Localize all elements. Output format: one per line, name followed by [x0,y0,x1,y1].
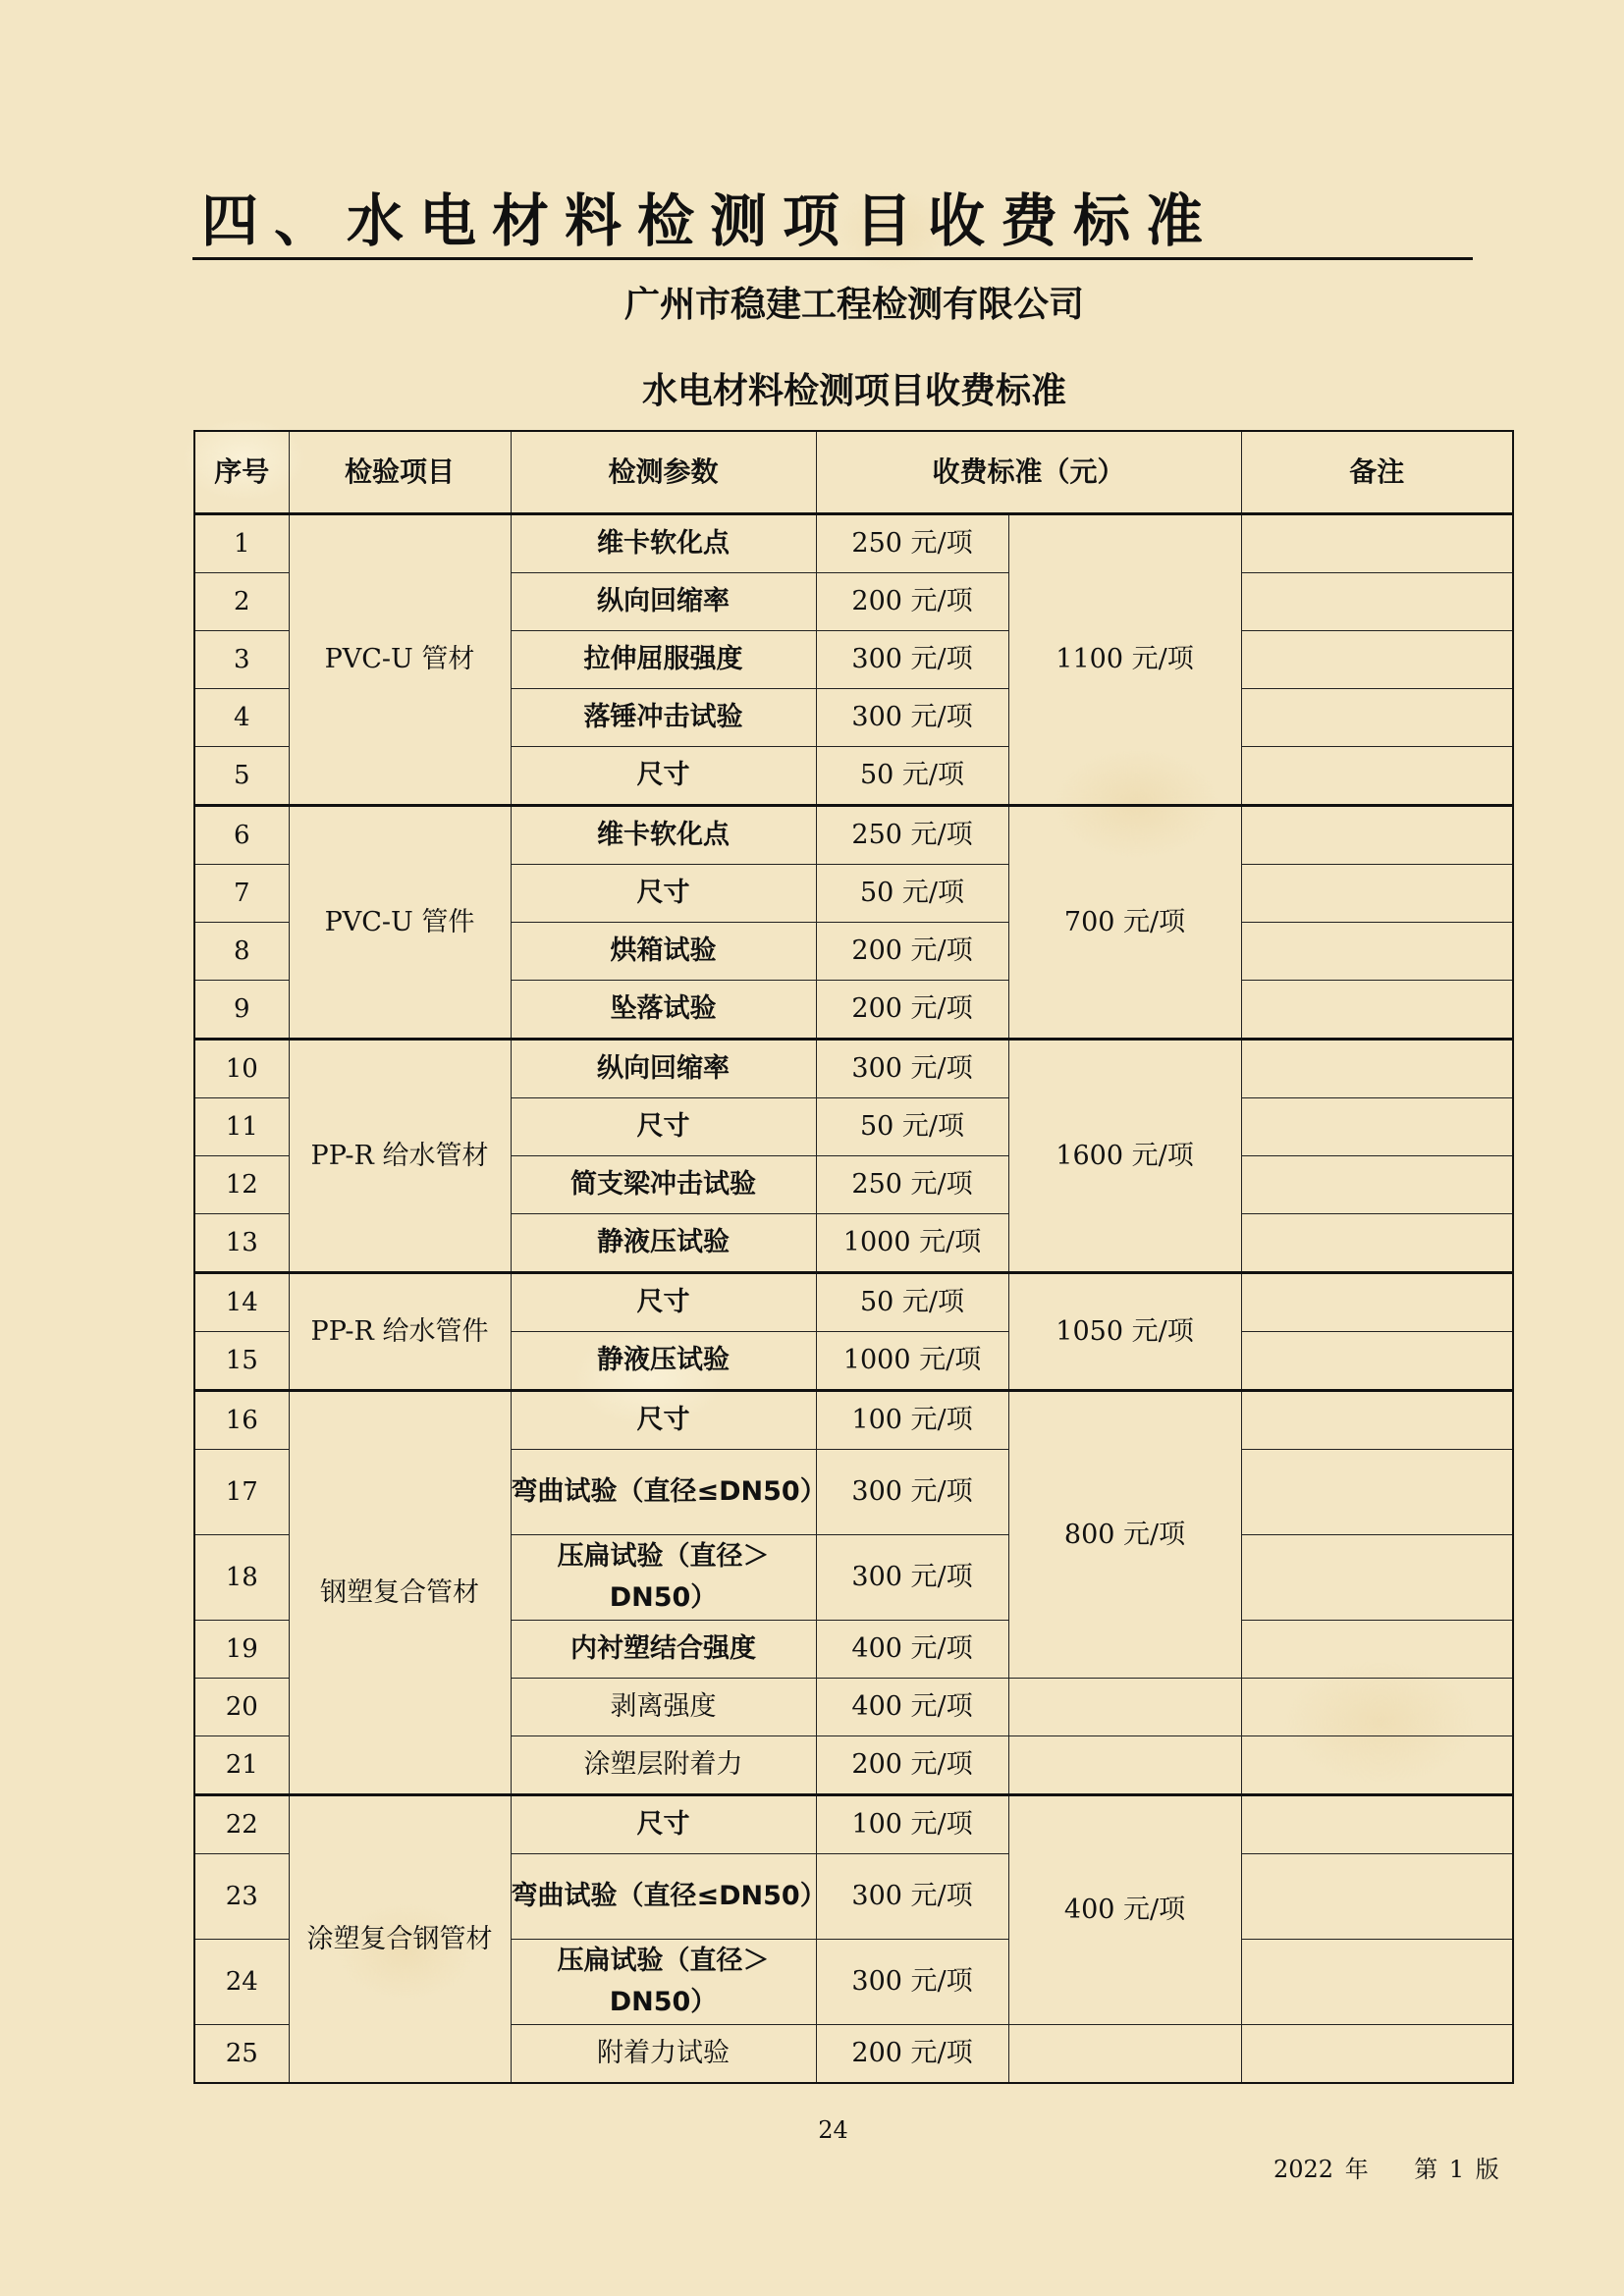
price-cell: 400 元/项 [816,1679,1008,1736]
header-no: 序号 [194,431,289,514]
remark-cell [1241,806,1513,865]
param-cell: 尺寸 [511,1391,816,1450]
company-name: 广州市稳建工程检测有限公司 [623,285,1084,325]
param-cell: 弯曲试验（直径≤DN50） [511,1450,816,1535]
row-number: 10 [194,1040,289,1098]
param-cell: 尺寸 [511,1098,816,1156]
param-cell: 静液压试验 [511,1332,816,1391]
price-cell: 200 元/项 [816,573,1008,631]
table-row [194,1273,1513,1332]
price-cell: 100 元/项 [816,1391,1008,1450]
price-cell: 50 元/项 [816,747,1008,806]
row-number: 18 [194,1535,289,1621]
remark-cell [1241,1273,1513,1332]
param-cell: 坠落试验 [511,981,816,1040]
table-row [194,1795,1513,1854]
price-cell: 200 元/项 [816,923,1008,981]
price-cell: 50 元/项 [816,1098,1008,1156]
remark-cell [1241,747,1513,806]
row-number: 8 [194,923,289,981]
table-row [194,514,1513,573]
price-cell: 50 元/项 [816,1273,1008,1332]
remark-cell [1241,1450,1513,1535]
row-number: 4 [194,689,289,747]
param-cell: 压扁试验（直径＞DN50） [511,1535,816,1621]
price-cell: 300 元/项 [816,1940,1008,2025]
price-cell: 300 元/项 [816,1450,1008,1535]
total-cell: 1600 元/项 [1008,1040,1241,1273]
row-number: 14 [194,1273,289,1332]
remark-cell [1241,1098,1513,1156]
remark-cell [1241,865,1513,923]
row-number: 21 [194,1736,289,1795]
remark-cell [1241,923,1513,981]
remark-cell [1241,514,1513,573]
item-cell: 钢塑复合管材 [289,1391,511,1795]
price-cell: 100 元/项 [816,1795,1008,1854]
row-number: 22 [194,1795,289,1854]
remark-cell [1241,1679,1513,1736]
table-header-row [194,431,1513,514]
remark-cell [1241,1214,1513,1273]
param-cell: 剥离强度 [511,1679,816,1736]
row-number: 12 [194,1156,289,1214]
row-number: 20 [194,1679,289,1736]
row-number: 24 [194,1940,289,2025]
remark-cell [1241,689,1513,747]
price-cell: 250 元/项 [816,806,1008,865]
price-cell: 200 元/项 [816,2025,1008,2084]
param-cell: 静液压试验 [511,1214,816,1273]
remark-cell [1241,1736,1513,1795]
param-cell: 烘箱试验 [511,923,816,981]
item-cell: PVC-U 管材 [289,514,511,806]
item-cell: PVC-U 管件 [289,806,511,1040]
price-cell: 300 元/项 [816,689,1008,747]
param-cell: 压扁试验（直径＞DN50） [511,1940,816,2025]
edition-year: 2022 年 [1273,2156,1369,2183]
param-cell: 尺寸 [511,1795,816,1854]
total-cell: 1050 元/项 [1008,1273,1241,1391]
table-row [194,806,1513,865]
remark-cell [1241,981,1513,1040]
price-cell: 300 元/项 [816,1040,1008,1098]
param-cell: 附着力试验 [511,2025,816,2084]
remark-cell [1241,631,1513,689]
edition-info [1273,2150,1499,2184]
param-cell: 内衬塑结合强度 [511,1621,816,1679]
price-cell: 200 元/项 [816,981,1008,1040]
param-cell: 简支梁冲击试验 [511,1156,816,1214]
param-cell: 拉伸屈服强度 [511,631,816,689]
param-cell: 维卡软化点 [511,806,816,865]
header-remark: 备注 [1241,431,1513,514]
price-cell: 400 元/项 [816,1621,1008,1679]
item-cell: 涂塑复合钢管材 [289,1795,511,2084]
total-cell-empty [1008,1736,1241,1795]
remark-cell [1241,1940,1513,2025]
price-cell: 250 元/项 [816,514,1008,573]
param-cell: 尺寸 [511,747,816,806]
row-number: 23 [194,1854,289,1940]
remark-cell [1241,1332,1513,1391]
page-heading: 四、水电材料检测项目收费标准 [201,187,1219,254]
row-number: 11 [194,1098,289,1156]
remark-cell [1241,1156,1513,1214]
row-number: 6 [194,806,289,865]
header-fee: 收费标准（元） [816,431,1241,514]
price-cell: 300 元/项 [816,631,1008,689]
row-number: 3 [194,631,289,689]
remark-cell [1241,1391,1513,1450]
header-param: 检测参数 [511,431,816,514]
header-item: 检验项目 [289,431,511,514]
remark-cell [1241,1795,1513,1854]
param-cell: 落锤冲击试验 [511,689,816,747]
price-cell: 50 元/项 [816,865,1008,923]
price-cell: 300 元/项 [816,1535,1008,1621]
total-cell-empty [1008,2025,1241,2084]
fee-table [193,430,1514,2084]
edition-number: 第 1 版 [1414,2156,1499,2183]
row-number: 13 [194,1214,289,1273]
total-cell: 1100 元/项 [1008,514,1241,806]
param-cell: 涂塑层附着力 [511,1736,816,1795]
row-number: 7 [194,865,289,923]
row-number: 19 [194,1621,289,1679]
param-cell: 弯曲试验（直径≤DN50） [511,1854,816,1940]
row-number: 15 [194,1332,289,1391]
item-cell: PP-R 给水管件 [289,1273,511,1391]
row-number: 1 [194,514,289,573]
param-cell: 维卡软化点 [511,514,816,573]
row-number: 2 [194,573,289,631]
param-cell: 尺寸 [511,1273,816,1332]
price-cell: 1000 元/项 [816,1332,1008,1391]
remark-cell [1241,1040,1513,1098]
remark-cell [1241,1535,1513,1621]
page-number: 24 [818,2116,848,2144]
total-cell: 700 元/项 [1008,806,1241,1040]
row-number: 25 [194,2025,289,2084]
remark-cell [1241,1854,1513,1940]
price-cell: 250 元/项 [816,1156,1008,1214]
param-cell: 尺寸 [511,865,816,923]
table-row [194,1391,1513,1450]
price-cell: 200 元/项 [816,1736,1008,1795]
table-row [194,1040,1513,1098]
row-number: 5 [194,747,289,806]
total-cell: 400 元/项 [1008,1795,1241,2025]
price-cell: 1000 元/项 [816,1214,1008,1273]
price-cell: 300 元/项 [816,1854,1008,1940]
remark-cell [1241,2025,1513,2084]
row-number: 16 [194,1391,289,1450]
row-number: 17 [194,1450,289,1535]
remark-cell [1241,1621,1513,1679]
document-title: 水电材料检测项目收费标准 [641,371,1066,411]
row-number: 9 [194,981,289,1040]
total-cell: 800 元/项 [1008,1391,1241,1679]
param-cell: 纵向回缩率 [511,573,816,631]
item-cell: PP-R 给水管材 [289,1040,511,1273]
remark-cell [1241,573,1513,631]
param-cell: 纵向回缩率 [511,1040,816,1098]
heading-rule [192,257,1473,260]
total-cell-empty [1008,1679,1241,1736]
